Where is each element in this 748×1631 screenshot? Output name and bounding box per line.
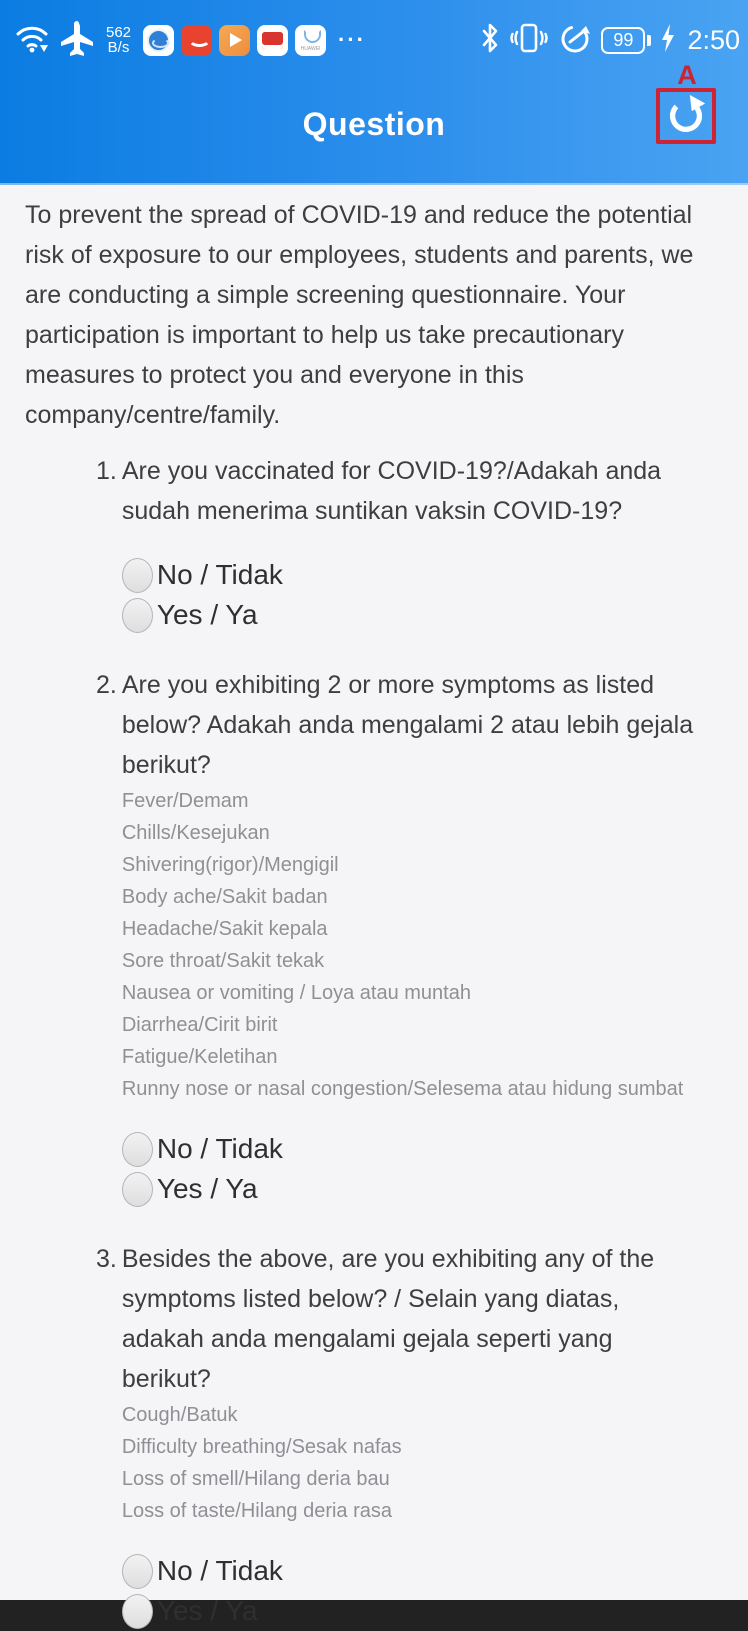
- radio-button-icon[interactable]: [122, 1172, 153, 1207]
- option-group: [122, 555, 708, 635]
- radio-option-label: Yes / Ya: [156, 1173, 258, 1204]
- question-text: Besides the above, are you exhibiting any of the symptoms listed below? / Selain yang diatas, adakah anda mengalami gejala seperti yang berikut?: [121, 1245, 655, 1393]
- question-item: [96, 665, 708, 1209]
- question-number: 3.: [96, 1245, 117, 1273]
- network-speed-unit: B/s: [107, 39, 130, 56]
- radio-option-label: No / Tidak: [156, 1555, 283, 1586]
- airplane-mode-icon: [58, 21, 94, 60]
- news-app-icon: [257, 25, 288, 56]
- symptom-item: Loss of smell/Hilang deria bau: [121, 1468, 390, 1490]
- question-number: 1.: [96, 457, 117, 485]
- radio-option[interactable]: [122, 1129, 708, 1169]
- radio-option-label: Yes / Ya: [156, 1595, 258, 1626]
- symptom-item: Diarrhea/Cirit birit: [121, 1014, 278, 1036]
- more-notifications-icon: ···: [338, 27, 367, 52]
- option-group: [122, 1129, 708, 1209]
- symptom-item: Cough/Batuk: [121, 1404, 238, 1426]
- page-title: Question: [302, 106, 446, 142]
- clock-time: 2:50: [687, 24, 740, 55]
- symptom-list: [122, 1399, 708, 1527]
- intro-paragraph: To prevent the spread of COVID-19 and reduce the potential risk of exposure to our employees, students and parents, we are conducting a simple screening questionnaire. Your participation is important to help us take precautionary measures to protect you and everyone in this company/centre/family.: [25, 201, 694, 429]
- speedometer-icon: [558, 22, 592, 59]
- radio-button-icon[interactable]: [122, 1594, 153, 1629]
- huawei-appgallery-icon: [295, 25, 326, 56]
- question-text: Are you vaccinated for COVID-19?/Adakah anda sudah menerima suntikan vaksin COVID-19?: [121, 457, 662, 525]
- symptom-item: Nausea or vomiting / Loya atau muntah: [121, 982, 471, 1004]
- question-number: 2.: [96, 671, 117, 699]
- symptom-item: Loss of taste/Hilang deria rasa: [121, 1500, 393, 1522]
- radio-button-icon[interactable]: [122, 558, 153, 593]
- radio-button-icon[interactable]: [122, 598, 153, 633]
- radio-option-label: Yes / Ya: [156, 599, 258, 630]
- radio-option[interactable]: [122, 1169, 708, 1209]
- app-header: [0, 60, 748, 183]
- question-list: [25, 451, 708, 1631]
- radio-option[interactable]: [122, 1591, 708, 1631]
- browser-icon: [143, 25, 174, 56]
- symptom-item: Chills/Kesejukan: [121, 822, 270, 844]
- symptom-item: Fatigue/Keletihan: [121, 1046, 278, 1068]
- option-group: [122, 1551, 708, 1631]
- radio-option[interactable]: [122, 555, 708, 595]
- symptom-item: Headache/Sakit kepala: [121, 918, 328, 940]
- battery-icon: [601, 27, 651, 54]
- network-speed-value: 562: [106, 24, 132, 41]
- vibrate-icon: [509, 22, 549, 59]
- questionnaire-body: [0, 185, 748, 1631]
- network-speed: [106, 25, 131, 55]
- symptom-list: [122, 785, 708, 1105]
- radio-option-label: No / Tidak: [156, 559, 283, 590]
- wifi-icon: [14, 23, 50, 58]
- top-bar: [0, 0, 748, 185]
- symptom-item: Fever/Demam: [121, 790, 249, 812]
- radio-option[interactable]: [122, 595, 708, 635]
- radio-option-label: No / Tidak: [156, 1133, 283, 1164]
- refresh-icon: [663, 91, 709, 142]
- refresh-annotation: [656, 62, 718, 144]
- radio-button-icon[interactable]: [122, 1554, 153, 1589]
- symptom-item: Difficulty breathing/Sesak nafas: [121, 1436, 402, 1458]
- notification-app-icons: [143, 25, 326, 56]
- shopping-app-icon: [181, 25, 212, 56]
- refresh-button[interactable]: [656, 88, 716, 144]
- radio-option[interactable]: [122, 1551, 708, 1591]
- question-text: Are you exhibiting 2 or more symptoms as listed below? Adakah anda mengalami 2 atau lebih gejala berikut?: [121, 671, 694, 779]
- radio-button-icon[interactable]: [122, 1132, 153, 1167]
- video-app-icon: [219, 25, 250, 56]
- battery-level: 99: [613, 29, 634, 50]
- charging-bolt-icon: [660, 24, 676, 57]
- question-item: [96, 1239, 708, 1631]
- symptom-item: Sore throat/Sakit tekak: [121, 950, 325, 972]
- symptom-item: Shivering(rigor)/Mengigil: [121, 854, 339, 876]
- question-item: [96, 451, 708, 635]
- annotation-label: A: [677, 60, 697, 90]
- status-bar: [0, 0, 748, 70]
- symptom-item: Body ache/Sakit badan: [121, 886, 328, 908]
- symptom-item: Runny nose or nasal congestion/Selesema atau hidung sumbat: [121, 1078, 684, 1100]
- bluetooth-icon: [480, 23, 500, 58]
